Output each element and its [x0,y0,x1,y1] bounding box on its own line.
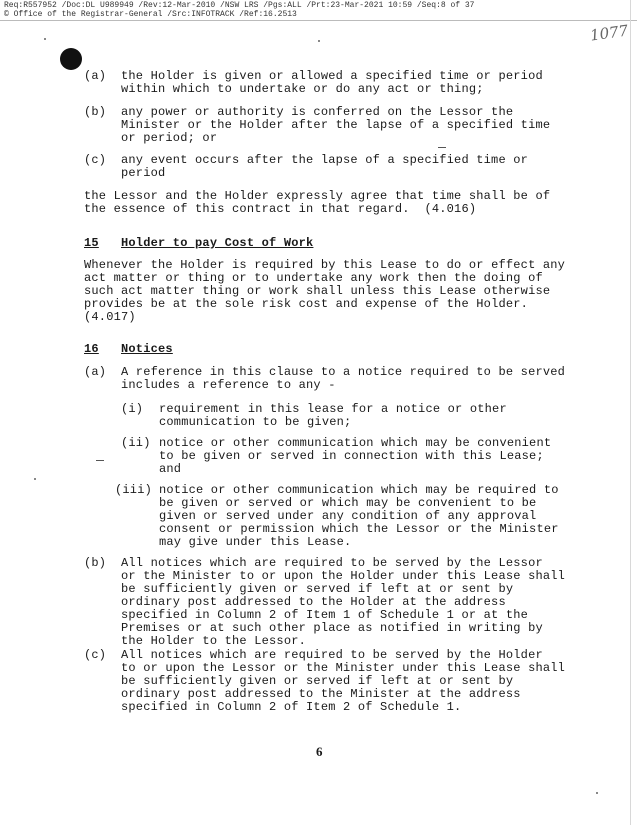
page-number: 6 [316,744,323,759]
section-15-number: 15 [84,236,99,250]
scan-speck [318,40,320,42]
subitem-label: (i) [121,402,144,416]
scan-speck [438,147,446,148]
item-label: (a) [84,365,107,379]
subitem-text-line: notice or other communication which may be convenient [159,436,552,450]
scan-speck [34,478,36,480]
handwritten-annotation: 1077 [588,21,630,45]
subitem-text-line: may give under this Lease. [159,535,352,549]
item-text-line: specified in Column 2 of Item 1 of Schedule 1 or at the [121,608,529,622]
item-text-line: within which to undertake or do any act or thing; [121,82,484,96]
item-label: (c) [84,648,107,662]
item-text-line: All notices which are required to be served by the Lessor [121,556,543,570]
subitem-text-line: to be given or served in connection with this Lease; [159,449,544,463]
subitem-text-line: consent or permission which the Lessor or the Minister [159,522,559,536]
scan-speck [96,460,104,461]
document-header-line-2: © Office of the Registrar-General /Src:INFOTRACK /Ref:16.2513 [4,10,297,19]
subitem-text-line: and [159,462,182,476]
item-text-line: be sufficiently given or served if left at or sent by [121,582,514,596]
paragraph-line: the Lessor and the Holder expressly agree that time shall be of [84,189,551,203]
item-text-line: to or upon the Lessor or the Minister under this Lease shall [121,661,566,675]
item-text-line: be sufficiently given or served if left at or sent by [121,674,514,688]
item-text-line: or the Minister to or upon the Holder under this Lease shall [121,569,566,583]
item-text-line: All notices which are required to be served by the Holder [121,648,543,662]
section-15-title: Holder to pay Cost of Work [121,236,314,250]
item-text-line: the Holder is given or allowed a specified time or period [121,69,543,83]
item-label: (b) [84,556,107,570]
subitem-text-line: communication to be given; [159,415,352,429]
paragraph-line: the essence of this contract in that regard. (4.016) [84,202,477,216]
section-15-line: such act matter thing or work shall unless this Lease otherwise [84,284,551,298]
item-label: (c) [84,153,107,167]
scan-speck [596,792,598,794]
item-text-line: specified in Column 2 of Item 2 of Schedule 1. [121,700,462,714]
punch-hole-mark [60,48,82,70]
item-text-line: any power or authority is conferred on the Lessor the [121,105,514,119]
item-text-line: period [121,166,166,180]
section-15-line: act matter or thing or to undertake any work then the doing of [84,271,543,285]
item-text-line: includes a reference to any - [121,378,336,392]
item-text-line: Minister or the Holder after the lapse of a specified time [121,118,551,132]
subitem-text-line: be given or served or which may be convenient to be [159,496,537,510]
subitem-label: (ii) [121,436,151,450]
section-15-line: Whenever the Holder is required by this Lease to do or effect any [84,258,566,272]
item-text-line: Premises or at such other place as notified in writing by [121,621,543,635]
scan-edge [630,0,631,825]
item-label: (b) [84,105,107,119]
section-16-title: Notices [121,342,173,356]
document-header-line-1: Req:R557952 /Doc:DL U989949 /Rev:12-Mar-2010 /NSW LRS /Pgs:ALL /Prt:23-Mar-2021 10:59 /Seq:8 of 37 [4,1,475,10]
item-text-line: ordinary post addressed to the Holder at the address [121,595,506,609]
subitem-text-line: given or served under any condition of any approval [159,509,537,523]
item-label: (a) [84,69,107,83]
item-text-line: the Holder to the Lessor. [121,634,307,648]
scan-speck [44,38,46,40]
section-15-line: (4.017) [84,310,136,324]
item-text-line: or period; or [121,131,218,145]
subitem-label: (iii) [115,483,153,497]
subitem-text-line: notice or other communication which may be required to [159,483,559,497]
subitem-text-line: requirement in this lease for a notice or other [159,402,507,416]
section-16-number: 16 [84,342,99,356]
item-text-line: any event occurs after the lapse of a specified time or [121,153,529,167]
section-15-line: provides be at the sole risk cost and expense of the Holder. [84,297,529,311]
item-text-line: ordinary post addressed to the Minister at the address [121,687,521,701]
item-text-line: A reference in this clause to a notice required to be served [121,365,566,379]
header-divider [0,20,637,21]
